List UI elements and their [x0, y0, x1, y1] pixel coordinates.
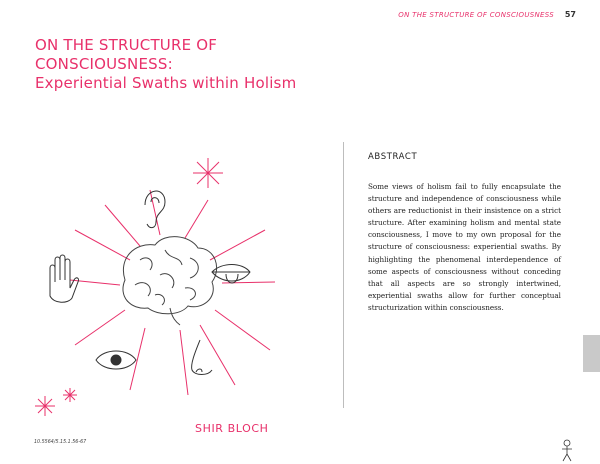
article-title: [35, 36, 315, 93]
nose-icon: [192, 340, 212, 375]
ear-icon: [145, 191, 165, 228]
title-line-1: ON THE STRUCTURE OF: [35, 36, 218, 54]
mouth-icon: [212, 265, 250, 284]
title-line-2: CONSCIOUSNESS:: [35, 55, 173, 73]
abstract-heading: ABSTRACT: [368, 152, 418, 162]
title-subtitle: Experiential Swaths within Holism: [35, 74, 297, 92]
hand-icon: [50, 255, 79, 302]
section-tab: [583, 335, 600, 372]
author-name: SHIR BLOCH: [195, 422, 269, 435]
senses-illustration: [30, 150, 300, 420]
running-header: ON THE STRUCTURE OF CONSCIOUSNESS: [398, 11, 554, 19]
column-divider: [343, 142, 344, 408]
eye-icon: [96, 351, 136, 369]
abstract-body: Some views of holism fail to fully encapsulate the structure and independence of consciousness while others are reductionist in their insistence on a strict structure. After examining holism and mental state consciousness, I move to my own proposal for the structure of consciousness: experiential swaths. By highlighting the phenomenal interdependence of some aspects of consciousness without conceding that all aspects are so strongly intertwined, experiential swaths allow for further conceptual structurization within consciousness.: [368, 182, 561, 312]
page-number: 57: [564, 10, 576, 19]
doi-reference: 10.5564/5.15.1.56-67: [34, 440, 87, 445]
sparkle-icon: [193, 158, 223, 188]
figure-icon: [557, 438, 577, 462]
sparkle-icon: [35, 388, 77, 416]
brain-icon: [123, 237, 217, 325]
